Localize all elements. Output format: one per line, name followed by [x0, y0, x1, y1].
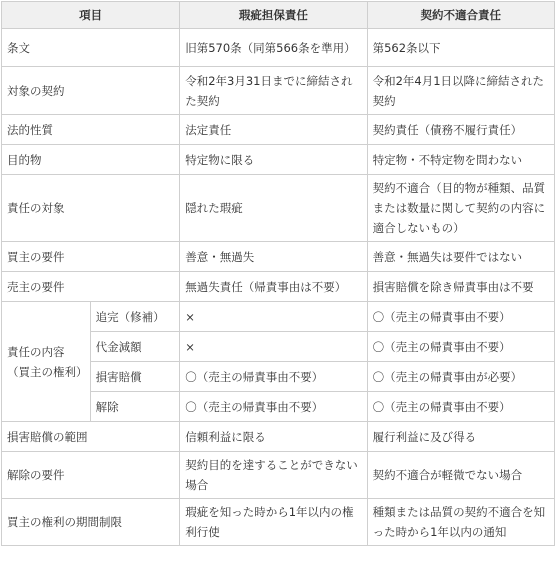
warranty-cell: 契約目的を達することができない場合 — [180, 452, 367, 499]
row-label: 売主の要件 — [2, 272, 180, 302]
comparison-table — [1, 1, 555, 546]
header-nonconformity: 契約不適合責任 — [367, 2, 554, 29]
nonconformity-cell: 履行利益に及び得る — [367, 422, 554, 452]
nonconformity-cell: 第562条以下 — [367, 29, 554, 67]
group-label: 責任の内容（買主の権利） — [2, 302, 91, 422]
sub-label: 解除 — [90, 392, 180, 422]
table-row — [2, 302, 555, 332]
warranty-cell: 信頼利益に限る — [180, 422, 367, 452]
header-item: 項目 — [2, 2, 180, 29]
warranty-cell: 法定責任 — [180, 115, 367, 145]
row-label: 法的性質 — [2, 115, 180, 145]
nonconformity-cell: 特定物・不特定物を問わない — [367, 145, 554, 175]
sub-label: 損害賠償 — [90, 362, 180, 392]
sub-label: 代金減額 — [90, 332, 180, 362]
table-row — [2, 272, 555, 302]
table-row — [2, 175, 555, 242]
nonconformity-cell: 〇（売主の帰責事由が必要） — [367, 362, 554, 392]
nonconformity-cell: 令和2年4月1日以降に締結された契約 — [367, 67, 554, 115]
warranty-cell: 令和2年3月31日までに締結された契約 — [180, 67, 367, 115]
warranty-cell: 善意・無過失 — [180, 242, 367, 272]
nonconformity-cell: 契約不適合（目的物が種類、品質または数量に関して契約の内容に適合しないもの） — [367, 175, 554, 242]
nonconformity-cell: 善意・無過失は要件ではない — [367, 242, 554, 272]
warranty-cell: 特定物に限る — [180, 145, 367, 175]
row-label: 条文 — [2, 29, 180, 67]
nonconformity-cell: 契約不適合が軽微でない場合 — [367, 452, 554, 499]
row-label: 買主の要件 — [2, 242, 180, 272]
table-row — [2, 452, 555, 499]
warranty-cell: 〇（売主の帰責事由不要） — [180, 392, 367, 422]
nonconformity-cell: 損害賠償を除き帰責事由は不要 — [367, 272, 554, 302]
nonconformity-cell: 〇（売主の帰責事由不要） — [367, 302, 554, 332]
header-row — [2, 2, 555, 29]
row-label: 損害賠償の範囲 — [2, 422, 180, 452]
warranty-cell: × — [180, 332, 367, 362]
table-row — [2, 115, 555, 145]
nonconformity-cell: 〇（売主の帰責事由不要） — [367, 332, 554, 362]
warranty-cell: 瑕疵を知った時から1年以内の権利行使 — [180, 499, 367, 546]
warranty-cell: 隠れた瑕疵 — [180, 175, 367, 242]
nonconformity-cell: 〇（売主の帰責事由不要） — [367, 392, 554, 422]
table-row — [2, 67, 555, 115]
header-warranty: 瑕疵担保責任 — [180, 2, 367, 29]
nonconformity-cell: 種類または品質の契約不適合を知った時から1年以内の通知 — [367, 499, 554, 546]
row-label: 対象の契約 — [2, 67, 180, 115]
nonconformity-cell: 契約責任（債務不履行責任） — [367, 115, 554, 145]
table-row — [2, 242, 555, 272]
sub-label: 追完（修補） — [90, 302, 180, 332]
table-row — [2, 422, 555, 452]
warranty-cell: 無過失責任（帰責事由は不要） — [180, 272, 367, 302]
table-row — [2, 499, 555, 546]
row-label: 解除の要件 — [2, 452, 180, 499]
row-label: 買主の権利の期間制限 — [2, 499, 180, 546]
row-label: 責任の対象 — [2, 175, 180, 242]
table-row — [2, 29, 555, 67]
warranty-cell: 旧第570条（同第566条を準用） — [180, 29, 367, 67]
warranty-cell: × — [180, 302, 367, 332]
warranty-cell: 〇（売主の帰責事由不要） — [180, 362, 367, 392]
table-row — [2, 145, 555, 175]
row-label: 目的物 — [2, 145, 180, 175]
